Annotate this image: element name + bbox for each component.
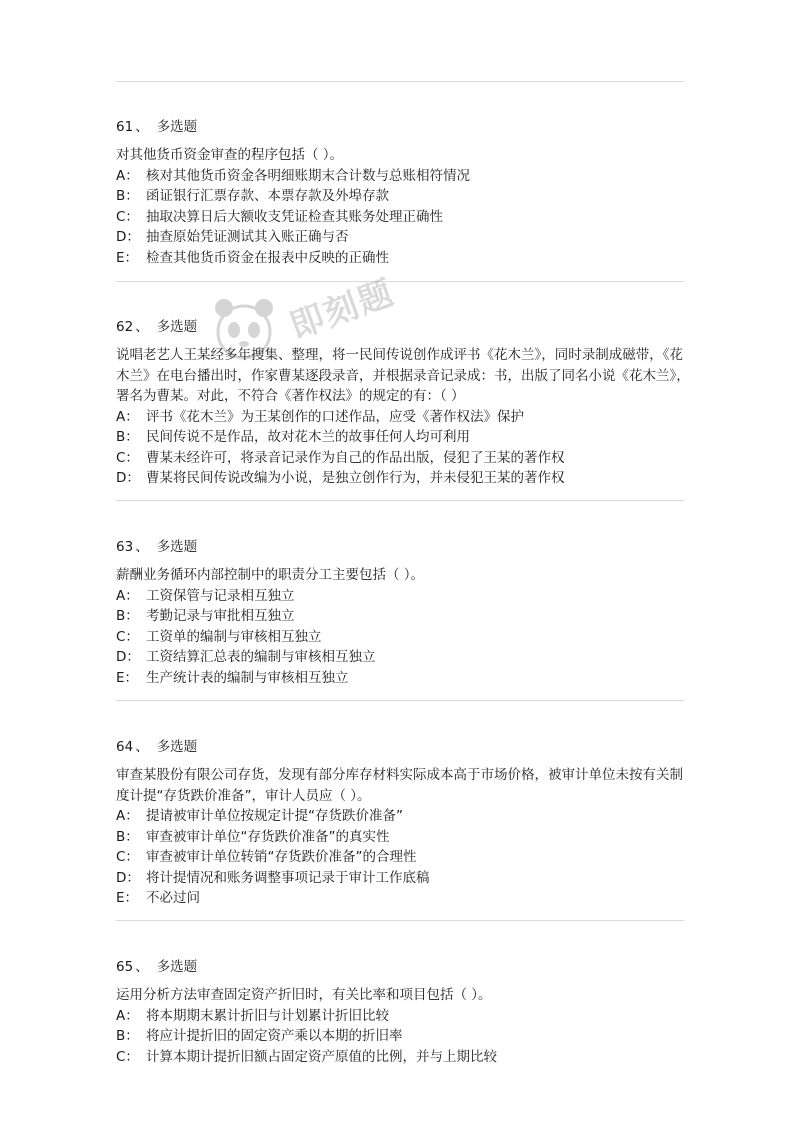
question-header bbox=[116, 317, 691, 337]
option-key: C： bbox=[116, 628, 139, 645]
option-key: C： bbox=[116, 449, 139, 466]
option-text: 将计提情况和账务调整事项记录于审计工作底稿 bbox=[146, 869, 430, 886]
option-a bbox=[116, 586, 691, 607]
option-e bbox=[116, 888, 691, 909]
option-text: 审查被审计单位“存货跌价准备”的真实性 bbox=[146, 828, 390, 845]
option-c bbox=[116, 207, 691, 228]
option-b bbox=[116, 1026, 691, 1047]
option-c bbox=[116, 627, 691, 648]
option-text: 考勤记录与审批相互独立 bbox=[146, 608, 295, 624]
option-a bbox=[116, 806, 691, 827]
divider bbox=[116, 500, 684, 501]
question-stem: 说唱老艺人王某经多年搜集、整理，将一民间传说创作成评书《花木兰》，同时录制成磁带，《花木兰》在电台播出时，作家曹某逐段录音，并根据录音记录成：书，出版了同名小说《花木兰》，署名为曹某。对此，不符合《著作权法》的规定的有：（ ） bbox=[116, 347, 690, 404]
option-text: 曹某未经许可，将录音记录作为自己的作品出版，侵犯了王某的著作权 bbox=[146, 449, 565, 466]
option-key: D： bbox=[116, 869, 140, 886]
option-text: 审查被审计单位转销“存货跌价准备”的合理性 bbox=[146, 849, 417, 865]
option-key: C： bbox=[116, 208, 139, 225]
option-key: B： bbox=[116, 188, 139, 204]
divider bbox=[116, 81, 684, 82]
question-65 bbox=[116, 957, 691, 1067]
question-header bbox=[116, 737, 691, 757]
question-type: 多选题 bbox=[156, 119, 198, 135]
question-header bbox=[116, 957, 691, 977]
option-text: 提请被审计单位按规定计提“存货跌价准备” bbox=[146, 808, 403, 824]
question-stem: 对其他货币资金审查的程序包括（ ）。 bbox=[116, 147, 344, 163]
divider bbox=[116, 281, 684, 282]
question-64 bbox=[116, 737, 691, 909]
option-key: B： bbox=[116, 429, 139, 445]
option-c bbox=[116, 847, 691, 868]
question-separator: 、 bbox=[135, 539, 149, 555]
question-type: 多选题 bbox=[156, 319, 198, 335]
option-key: B： bbox=[116, 828, 139, 845]
option-a bbox=[116, 166, 691, 187]
question-type: 多选题 bbox=[156, 739, 198, 755]
question-type: 多选题 bbox=[156, 959, 198, 975]
question-stem: 运用分析方法审查固定资产折旧时，有关比率和项目包括（ ）。 bbox=[116, 987, 492, 1003]
question-number: 62 bbox=[116, 319, 134, 335]
question-header bbox=[116, 117, 691, 137]
option-key: A： bbox=[116, 408, 139, 425]
option-text: 生产统计表的编制与审核相互独立 bbox=[146, 669, 349, 686]
option-key: A： bbox=[116, 1007, 139, 1024]
option-key: D： bbox=[116, 470, 140, 486]
option-e bbox=[116, 248, 691, 269]
option-key: E： bbox=[116, 249, 139, 266]
option-key: A： bbox=[116, 808, 139, 824]
option-key: C： bbox=[116, 849, 139, 865]
option-b bbox=[116, 186, 691, 207]
question-number: 61 bbox=[116, 119, 134, 135]
option-key: B： bbox=[116, 1028, 139, 1044]
option-text: 将本期期末累计折旧与计划累计折旧比较 bbox=[146, 1007, 389, 1024]
watermark-text: 即刻题 bbox=[284, 272, 400, 348]
option-key: E： bbox=[116, 669, 139, 686]
question-separator: 、 bbox=[135, 319, 149, 335]
option-key: A： bbox=[116, 167, 139, 184]
option-key: E： bbox=[116, 890, 139, 906]
option-text: 工资单的编制与审核相互独立 bbox=[146, 628, 322, 645]
question-stem: 审查某股份有限公司存货，发现有部分库存材料实际成本高于市场价格，被审计单位未按有关制度计提“存货跌价准备”，审计人员应（ ）。 bbox=[116, 767, 683, 804]
option-text: 工资结算汇总表的编制与审核相互独立 bbox=[146, 649, 376, 665]
option-key: D： bbox=[116, 229, 140, 245]
option-c bbox=[116, 1047, 691, 1068]
option-text: 计算本期计提折旧额占固定资产原值的比例，并与上期比较 bbox=[146, 1048, 497, 1065]
question-number: 64 bbox=[116, 739, 134, 755]
option-text: 民间传说不是作品，故对花木兰的故事任何人均可利用 bbox=[146, 429, 470, 445]
option-text: 核对其他货币资金各明细账期末合计数与总账相符情况 bbox=[146, 167, 470, 184]
option-key: B： bbox=[116, 608, 139, 624]
option-b bbox=[116, 606, 691, 627]
option-text: 评书《花木兰》为王某创作的口述作品，应受《著作权法》保护 bbox=[146, 408, 524, 425]
option-key: D： bbox=[116, 649, 140, 665]
divider bbox=[116, 920, 684, 921]
option-b bbox=[116, 427, 691, 448]
option-text: 抽查原始凭证测试其入账正确与否 bbox=[146, 229, 349, 245]
option-a bbox=[116, 1006, 691, 1027]
option-key: A： bbox=[116, 587, 139, 604]
option-b bbox=[116, 827, 691, 848]
question-stem: 薪酬业务循环内部控制中的职责分工主要包括（ ）。 bbox=[116, 567, 425, 583]
option-text: 不必过问 bbox=[146, 890, 200, 906]
question-number: 65 bbox=[116, 959, 134, 975]
option-text: 检查其他货币资金在报表中反映的正确性 bbox=[146, 249, 389, 266]
option-text: 抽取决算日后大额收支凭证检查其账务处理正确性 bbox=[146, 208, 443, 225]
option-key: C： bbox=[116, 1048, 139, 1065]
question-number: 63 bbox=[116, 539, 134, 555]
option-text: 工资保管与记录相互独立 bbox=[146, 587, 295, 604]
option-d bbox=[116, 647, 691, 668]
question-61 bbox=[116, 117, 691, 268]
option-d bbox=[116, 227, 691, 248]
question-header bbox=[116, 537, 691, 557]
option-d bbox=[116, 468, 691, 489]
option-d bbox=[116, 868, 691, 889]
option-a bbox=[116, 407, 691, 428]
question-type: 多选题 bbox=[156, 539, 198, 555]
option-text: 将应计提折旧的固定资产乘以本期的折旧率 bbox=[146, 1028, 403, 1044]
question-separator: 、 bbox=[135, 739, 149, 755]
option-e bbox=[116, 668, 691, 689]
option-text: 曹某将民间传说改编为小说，是独立创作行为，并未侵犯王某的著作权 bbox=[146, 470, 565, 486]
option-c bbox=[116, 448, 691, 469]
question-63 bbox=[116, 537, 691, 688]
question-separator: 、 bbox=[135, 959, 149, 975]
question-62 bbox=[116, 317, 691, 489]
divider bbox=[116, 700, 684, 701]
question-separator: 、 bbox=[135, 119, 149, 135]
option-text: 函证银行汇票存款、本票存款及外埠存款 bbox=[146, 188, 389, 204]
